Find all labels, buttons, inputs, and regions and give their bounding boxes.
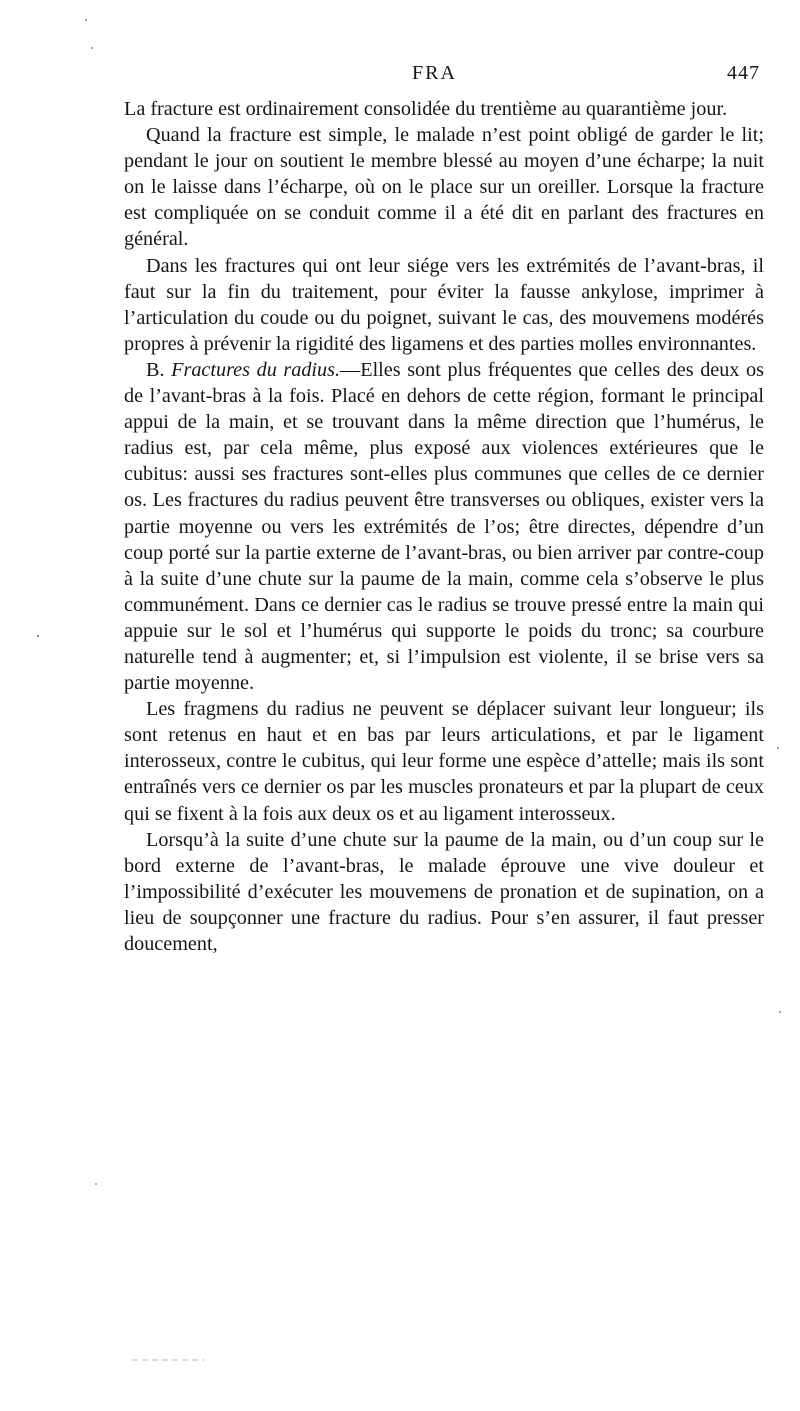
book-page [124, 58, 764, 957]
paragraph [124, 122, 764, 252]
paragraph-text: Dans les fractures qui ont leur siége vers les extrémités de l’avant-bras, il faut sur la fin du traitement, pour éviter la fausse ankylose, imprimer à l’articulation du coude ou du poignet, suivant le cas, des mouvemens modérés propres à prévenir la rigidité des ligamens et des parties molles environnantes. [124, 254, 764, 355]
paragraph [124, 357, 764, 696]
section-heading: Fractures du radius. [171, 358, 341, 381]
page-number: 447 [727, 62, 760, 84]
paragraph [124, 696, 764, 826]
speck-mark [95, 1183, 97, 1185]
paragraph [124, 96, 764, 122]
speck-mark [85, 19, 87, 21]
paragraph-text: —Elles sont plus fréquentes que celles des deux os de l’avant-bras à la fois. Placé en dehors de cette région, formant le principal appui de la main, et se trouvant dans la même direction que l’humérus, le radius est, par cela même, plus exposé aux violences extérieures que le cubitus: aussi ses fractures sont-elles plus communes que celles de ce dernier os. Les fractures du radius peuvent être transverses ou obliques, exister vers la partie moyenne ou vers les extrémités de l’os; être directes, dépendre d’un coup porté sur la partie externe de l’avant-bras, ou bien arriver par contre-coup à la suite d’une chute sur la paume de la main, comme cela s’observe le plus communément. Dans ce dernier cas le radius se trouve pressé entre la main qui appuie sur le sol et l’humérus qui supporte le poids du tronc; sa courbure naturelle tend à augmenter; et, si l’impulsion est violente, il se brise vers sa partie moyenne. [124, 358, 764, 695]
body-text [124, 96, 764, 957]
paragraph-text: La fracture est ordinairement consolidée du trentième au quarantième jour. [124, 98, 728, 120]
paragraph [124, 827, 764, 957]
speck-mark [779, 1011, 781, 1013]
running-head [124, 58, 764, 96]
paragraph-text: Les fragmens du radius ne peuvent se déplacer suivant leur longueur; ils sont retenus en haut et en bas par leurs articulations, et par le ligament interosseux, contre le cubitus, qui leur forme une espèce d’attelle; mais ils sont entraînés vers ce dernier os par les muscles pronateurs et par la plupart de ceux qui se fixent à la fois aux deux os et au ligament interosseux. [124, 698, 764, 825]
speck-mark [777, 747, 779, 749]
running-head-title: FRA [412, 62, 457, 84]
paragraph-text: Quand la fracture est simple, le malade n’est point obligé de garder le lit; pendant le jour on soutient le membre blessé au moyen d’une écharpe; la nuit on le laisse dans l’écharpe, où on le place sur un oreiller. Lorsque la fracture est compliquée on se conduit comme il a été dit en parlant des fractures en général. [124, 124, 764, 251]
paragraph-text: Lorsqu’à la suite d’une chute sur la paume de la main, ou d’un coup sur le bord externe de l’avant-bras, le malade éprouve une vive douleur et l’impossibilité d’exécuter les mouvemens de pronation et de supination, on a lieu de soupçonner une fracture du radius. Pour s’en assurer, il faut presser doucement, [124, 828, 764, 955]
section-letter: B. [146, 358, 165, 381]
speck-mark [91, 47, 93, 49]
paragraph [124, 253, 764, 357]
speck-mark [37, 635, 39, 637]
